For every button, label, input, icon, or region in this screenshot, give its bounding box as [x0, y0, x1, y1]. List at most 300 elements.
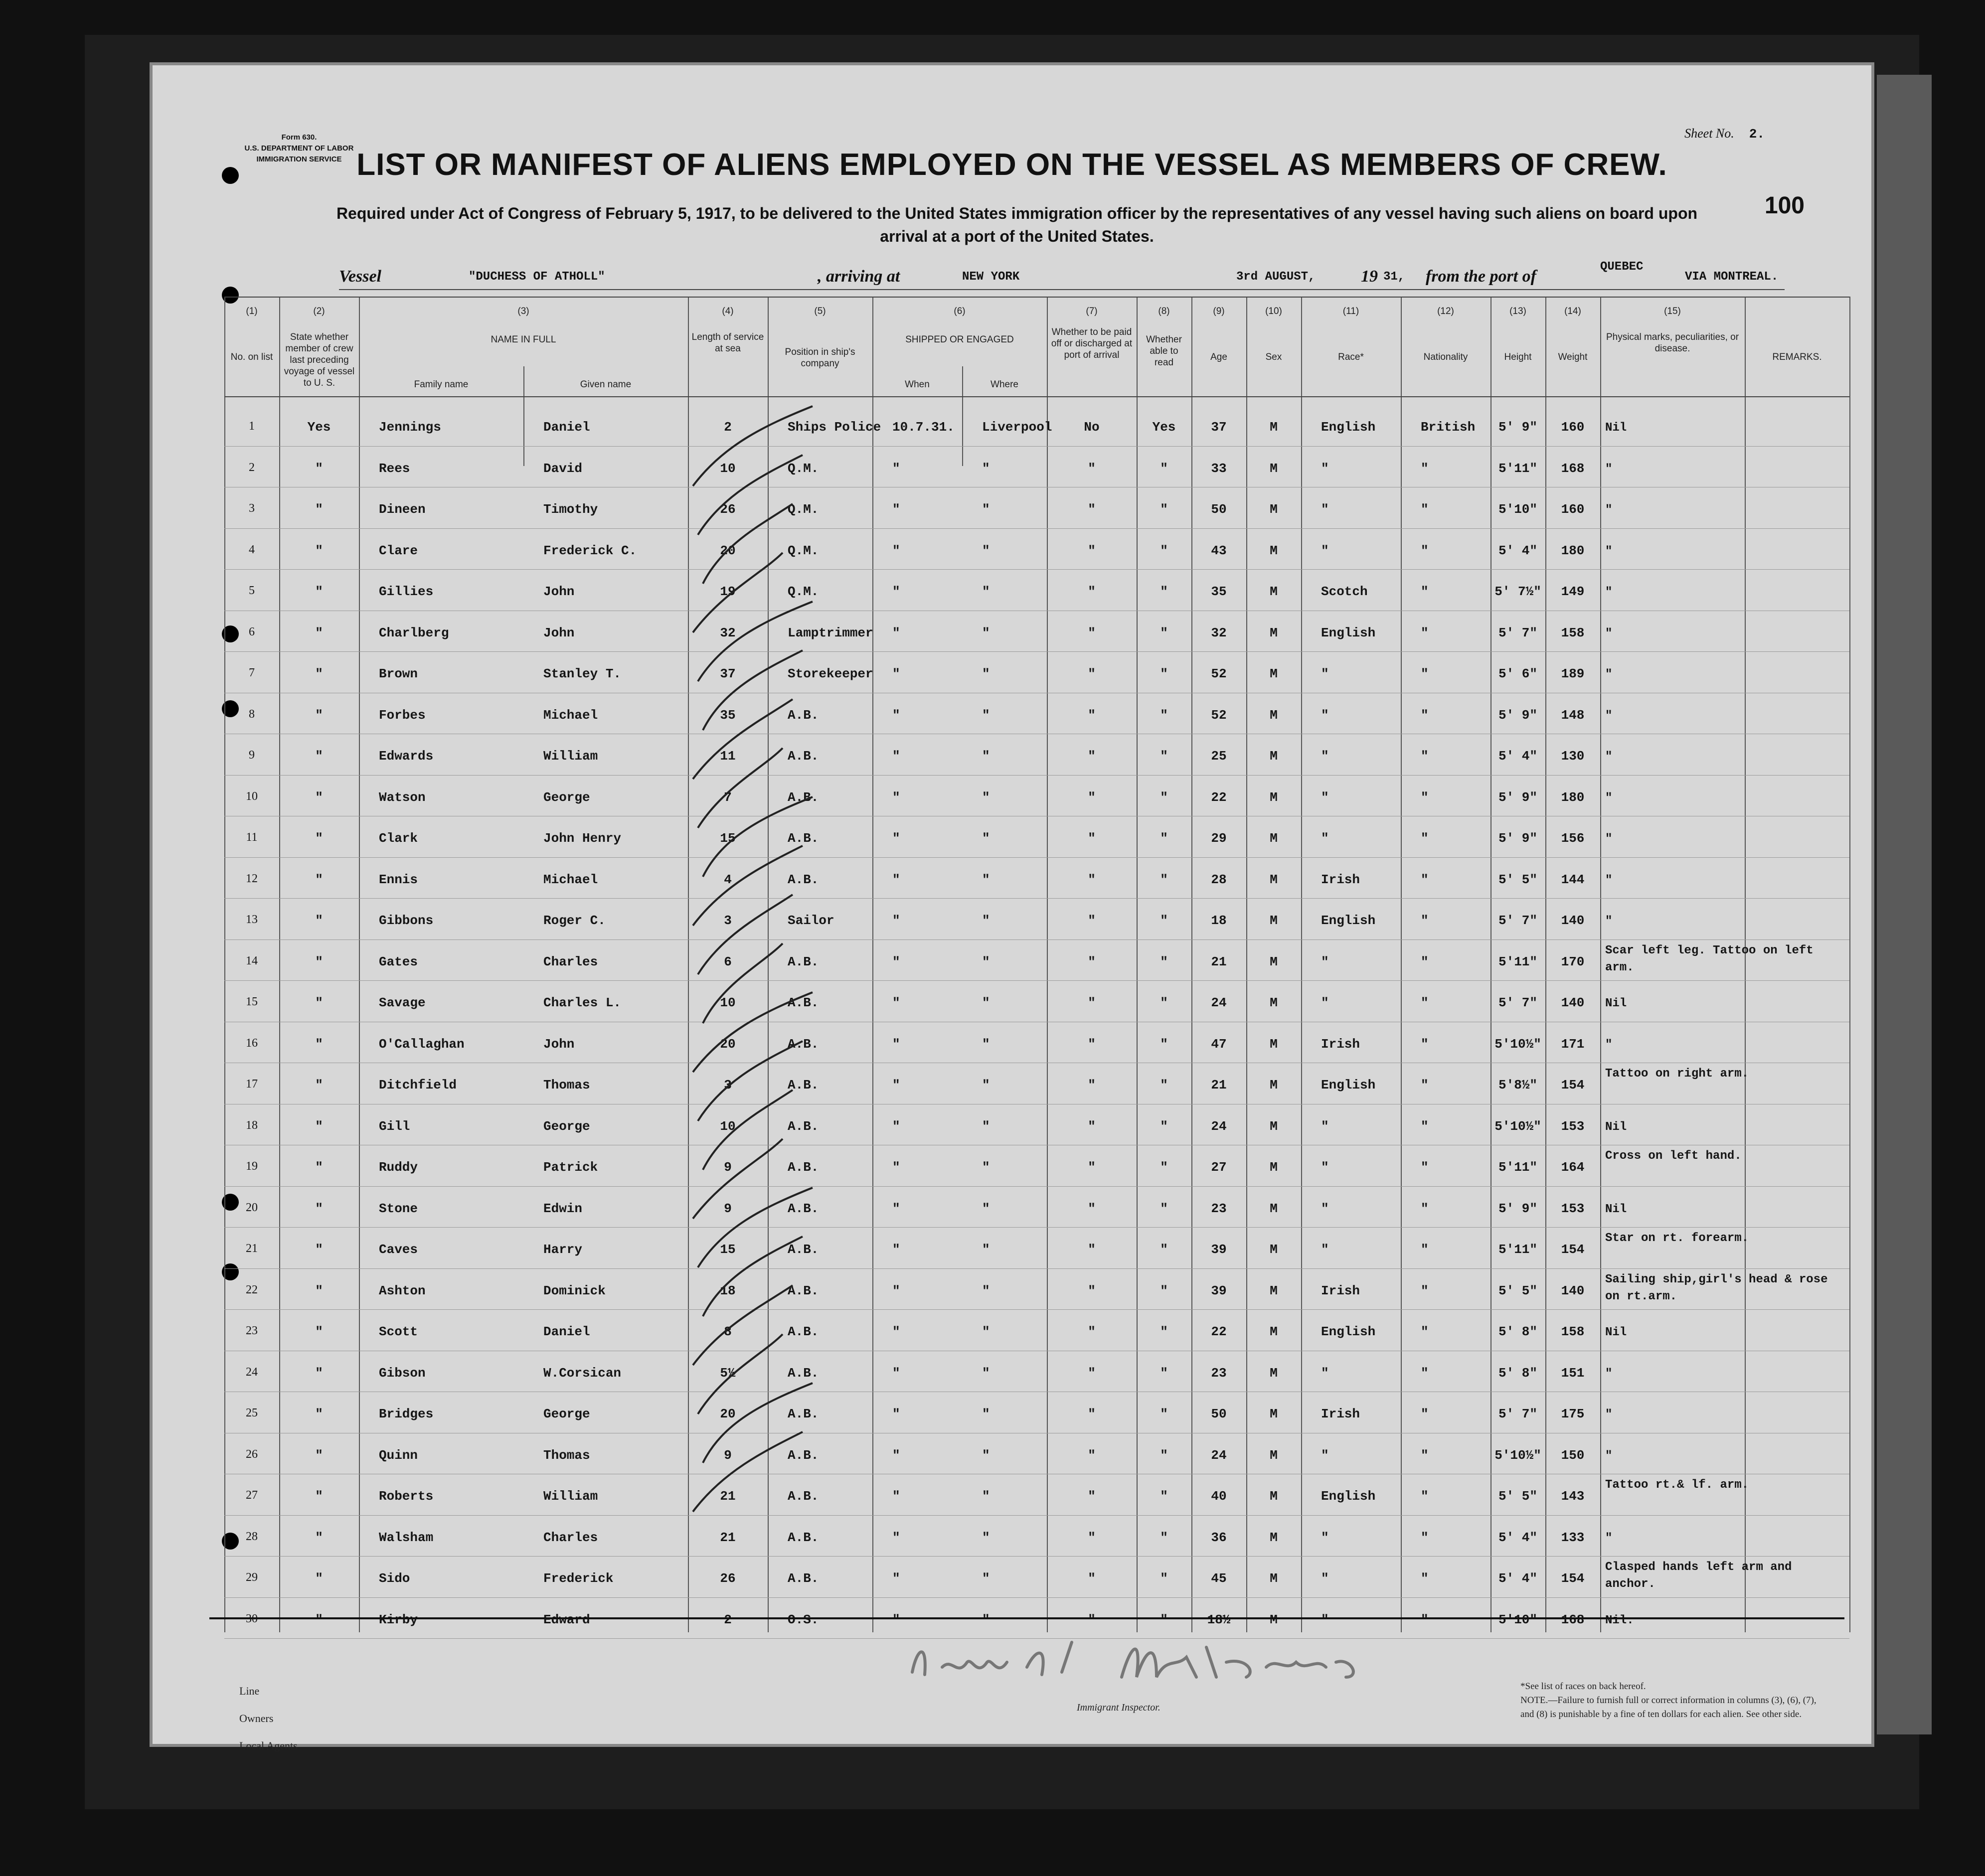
row-27-family: Roberts [379, 1489, 434, 1504]
row-9-sex: M [1270, 749, 1278, 764]
row-24-sex: M [1270, 1365, 1278, 1381]
row-21-read: " [1160, 1242, 1168, 1257]
row-8-weight: 148 [1561, 707, 1585, 723]
row-5-given: John [543, 584, 575, 599]
row-12-read: " [1160, 872, 1168, 887]
row-8-read: " [1160, 707, 1168, 723]
row-18-sex: M [1270, 1118, 1278, 1134]
table-header-rule [224, 297, 1849, 298]
row-28-height: 5' 4" [1498, 1530, 1537, 1545]
table-row-rule [224, 1186, 1849, 1187]
header-name-in-full: NAME IN FULL [491, 334, 556, 345]
pen-stroke [693, 846, 803, 926]
pen-stroke [703, 1237, 803, 1316]
row-11-sex: M [1270, 831, 1278, 846]
row-21-position: A.B. [788, 1242, 819, 1257]
row-20-age: 23 [1211, 1201, 1227, 1216]
row-19-marks: Cross on left hand. [1605, 1149, 1742, 1163]
department-name: U.S. DEPARTMENT OF LABOR [244, 144, 354, 153]
row-18-given: George [543, 1118, 590, 1134]
row-16-where: " [982, 1036, 990, 1052]
row-26-family: Quinn [379, 1447, 418, 1463]
row-7-paid: " [1088, 666, 1096, 681]
row-16-family: O'Callaghan [379, 1036, 465, 1052]
column-number: (3) [517, 306, 529, 316]
row-29-race: " [1321, 1571, 1329, 1586]
row-28-family: Walsham [379, 1530, 434, 1545]
row-29-no: 29 [246, 1571, 258, 1584]
row-25-nat: " [1421, 1407, 1429, 1421]
row-6-sex: M [1270, 625, 1278, 640]
row-28-position: A.B. [788, 1530, 819, 1545]
table-column-rule [1301, 297, 1302, 1632]
row-4-sex: M [1270, 543, 1278, 558]
row-28-marks: " [1605, 1531, 1613, 1545]
row-7-family: Brown [379, 666, 418, 681]
row-8-height: 5' 9" [1498, 707, 1537, 723]
row-26-position: A.B. [788, 1447, 819, 1463]
row-20-given: Edwin [543, 1201, 583, 1216]
row-25-where: " [982, 1407, 990, 1421]
row-18-family: Gill [379, 1118, 410, 1134]
column-number: (6) [954, 306, 966, 316]
row-6-read: " [1160, 625, 1168, 640]
row-29-when: " [892, 1571, 900, 1586]
row-29-read: " [1160, 1571, 1168, 1586]
row-7-marks: " [1605, 668, 1613, 681]
row-19-service: 9 [724, 1160, 732, 1175]
row-12-nat: " [1421, 872, 1429, 887]
row-5-paid: " [1088, 584, 1096, 599]
table-row-rule [224, 1597, 1849, 1598]
row-2-where: " [982, 461, 990, 476]
row-13-where: " [982, 913, 990, 928]
table-column-rule [1401, 297, 1402, 1632]
row-22-paid: " [1088, 1283, 1096, 1298]
row-9-paid: " [1088, 749, 1096, 764]
row-22-race: Irish [1321, 1283, 1360, 1298]
pen-stroke [703, 1090, 793, 1170]
row-24-marks: " [1605, 1367, 1613, 1381]
pen-stroke [693, 992, 813, 1072]
row-25-weight: 175 [1561, 1407, 1585, 1421]
row-20-paid: " [1088, 1201, 1096, 1216]
table-end-rule [209, 1617, 1844, 1619]
row-28-age: 36 [1211, 1530, 1227, 1545]
row-16-weight: 171 [1561, 1036, 1585, 1052]
row-27-race: English [1321, 1489, 1376, 1504]
row-15-paid: " [1088, 995, 1096, 1010]
row-22-prev: " [315, 1283, 323, 1298]
row-3-height: 5'10" [1498, 502, 1537, 517]
row-16-race: Irish [1321, 1036, 1360, 1052]
pen-stroke [693, 699, 793, 779]
row-29-prev: " [315, 1571, 323, 1586]
row-16-when: " [892, 1036, 900, 1052]
row-15-where: " [982, 995, 990, 1010]
row-1-weight: 160 [1561, 420, 1585, 435]
header-sex: Sex [1265, 352, 1282, 362]
row-2-when: " [892, 461, 900, 476]
table-row-rule [224, 898, 1849, 899]
row-18-service: 10 [720, 1118, 736, 1134]
row-30-race: " [1321, 1612, 1329, 1627]
row-26-height: 5'10½" [1494, 1447, 1541, 1463]
row-5-prev: " [315, 584, 323, 599]
row-19-when: " [892, 1160, 900, 1175]
row-23-where: " [982, 1324, 990, 1339]
row-13-no: 13 [246, 913, 258, 926]
pen-stroke [703, 650, 803, 730]
row-9-no: 9 [249, 749, 255, 762]
row-14-service: 6 [724, 954, 732, 969]
row-28-sex: M [1270, 1530, 1278, 1545]
column-number: (12) [1437, 306, 1454, 316]
sheet-number [1684, 126, 1765, 142]
departure-port: QUEBEC [1600, 260, 1644, 274]
row-30-nat: " [1421, 1612, 1429, 1627]
year-suffix: 31, [1383, 270, 1405, 284]
header-paid-off: Whether to be paid off or discharged at port of arrival [1051, 327, 1133, 360]
row-6-height: 5' 7" [1498, 625, 1537, 640]
row-25-height: 5' 7" [1498, 1407, 1537, 1421]
inspector-label: Immigrant Inspector. [1077, 1702, 1160, 1713]
owners-label: Owners [239, 1712, 274, 1724]
row-22-sex: M [1270, 1283, 1278, 1298]
column-number: (8) [1158, 306, 1170, 316]
row-4-where: " [982, 543, 990, 558]
header-position: Position in ship's company [785, 347, 855, 369]
row-19-sex: M [1270, 1160, 1278, 1175]
row-15-given: Charles L. [543, 995, 622, 1010]
row-30-read: " [1160, 1612, 1168, 1627]
row-19-prev: " [315, 1160, 323, 1175]
row-5-position: Q.M. [788, 584, 819, 599]
column-number: (14) [1564, 306, 1581, 316]
row-30-paid: " [1088, 1612, 1096, 1627]
row-18-height: 5'10½" [1494, 1118, 1541, 1134]
row-7-race: " [1321, 666, 1329, 681]
row-5-nat: " [1421, 584, 1429, 599]
row-21-paid: " [1088, 1242, 1096, 1257]
row-21-prev: " [315, 1242, 323, 1257]
row-1-when: 10.7.31. [892, 420, 955, 435]
row-20-height: 5' 9" [1498, 1201, 1537, 1216]
row-19-given: Patrick [543, 1160, 598, 1175]
row-13-service: 3 [724, 913, 732, 928]
row-14-race: " [1321, 954, 1329, 969]
row-17-prev: " [315, 1078, 323, 1093]
row-21-service: 15 [720, 1242, 736, 1257]
row-21-marks: Star on rt. forearm. [1605, 1232, 1749, 1245]
header-length-of-service: Length of service at sea [691, 332, 764, 354]
row-23-read: " [1160, 1324, 1168, 1339]
row-27-service: 21 [720, 1489, 736, 1504]
row-26-no: 26 [246, 1447, 258, 1461]
row-5-height: 5' 7½" [1494, 584, 1541, 599]
row-30-marks: Nil. [1605, 1613, 1634, 1627]
row-13-paid: " [1088, 913, 1096, 928]
row-7-when: " [892, 666, 900, 681]
row-19-where: " [982, 1160, 990, 1175]
row-23-weight: 158 [1561, 1324, 1585, 1339]
row-14-paid: " [1088, 954, 1096, 969]
row-23-age: 22 [1211, 1324, 1227, 1339]
row-18-where: " [982, 1118, 990, 1134]
row-26-age: 24 [1211, 1447, 1227, 1463]
row-19-paid: " [1088, 1160, 1096, 1175]
row-3-sex: M [1270, 502, 1278, 517]
row-4-weight: 180 [1561, 543, 1585, 558]
header-able-to-read: Whether able to read [1146, 334, 1182, 368]
year-prefix: 19 [1361, 267, 1378, 286]
row-2-position: Q.M. [788, 461, 819, 476]
row-22-family: Ashton [379, 1283, 426, 1298]
row-9-position: A.B. [788, 749, 819, 764]
row-7-given: Stanley T. [543, 666, 622, 681]
row-17-marks: Tattoo on right arm. [1605, 1067, 1749, 1081]
row-10-nat: " [1421, 789, 1429, 805]
row-20-service: 9 [724, 1201, 732, 1216]
row-25-read: " [1160, 1407, 1168, 1421]
row-26-sex: M [1270, 1447, 1278, 1463]
row-4-race: " [1321, 543, 1329, 558]
row-1-paid: No [1084, 420, 1100, 435]
row-21-when: " [892, 1242, 900, 1257]
table-column-rule [359, 297, 360, 1632]
row-19-no: 19 [246, 1160, 258, 1173]
row-11-no: 11 [246, 831, 258, 844]
row-12-given: Michael [543, 872, 598, 887]
row-2-weight: 168 [1561, 461, 1585, 476]
row-27-paid: " [1088, 1489, 1096, 1504]
row-30-service: 2 [724, 1612, 732, 1627]
row-4-marks: " [1605, 544, 1613, 558]
row-4-prev: " [315, 543, 323, 558]
row-9-height: 5' 4" [1498, 749, 1537, 764]
row-8-no: 8 [249, 707, 255, 721]
row-8-when: " [892, 707, 900, 723]
inspector-signature [897, 1627, 1595, 1697]
row-3-given: Timothy [543, 502, 598, 517]
row-23-nat: " [1421, 1324, 1429, 1339]
row-9-given: William [543, 749, 598, 764]
row-9-marks: " [1605, 750, 1613, 764]
row-1-service: 2 [724, 420, 732, 435]
row-22-when: " [892, 1283, 900, 1298]
row-9-age: 25 [1211, 749, 1227, 764]
row-27-no: 27 [246, 1489, 258, 1502]
row-8-position: A.B. [788, 707, 819, 723]
row-4-family: Clare [379, 543, 418, 558]
row-19-age: 27 [1211, 1160, 1227, 1175]
row-24-family: Gibson [379, 1365, 426, 1381]
row-8-nat: " [1421, 707, 1429, 723]
row-1-height: 5' 9" [1498, 420, 1537, 435]
row-6-when: " [892, 625, 900, 640]
row-25-when: " [892, 1407, 900, 1421]
row-28-no: 28 [246, 1530, 258, 1543]
row-2-age: 33 [1211, 461, 1227, 476]
row-5-where: " [982, 584, 990, 599]
row-15-service: 10 [720, 995, 736, 1010]
row-4-height: 5' 4" [1498, 543, 1537, 558]
pen-stroke [698, 602, 813, 681]
row-1-marks: Nil [1605, 421, 1627, 435]
header-no-on-list: No. on list [230, 352, 273, 362]
row-3-race: " [1321, 502, 1329, 517]
row-23-prev: " [315, 1324, 323, 1339]
row-27-position: A.B. [788, 1489, 819, 1504]
row-10-weight: 180 [1561, 789, 1585, 805]
row-24-weight: 151 [1561, 1365, 1585, 1381]
header-where: Where [991, 379, 1018, 390]
row-1-age: 37 [1211, 420, 1227, 435]
row-28-where: " [982, 1530, 990, 1545]
row-30-family: Kirby [379, 1612, 418, 1627]
row-24-height: 5' 8" [1498, 1365, 1537, 1381]
pen-stroke [703, 504, 793, 584]
row-25-paid: " [1088, 1407, 1096, 1421]
row-18-nat: " [1421, 1118, 1429, 1134]
row-29-given: Frederick [543, 1571, 614, 1586]
row-16-position: A.B. [788, 1036, 819, 1052]
header-shipped-or-engaged: SHIPPED OR ENGAGED [905, 334, 1014, 345]
row-9-nat: " [1421, 749, 1429, 764]
row-30-prev: " [315, 1612, 323, 1627]
column-number: (7) [1086, 306, 1098, 316]
row-15-sex: M [1270, 995, 1278, 1010]
table-column-rule [1600, 297, 1601, 1632]
row-3-no: 3 [249, 502, 255, 515]
row-8-sex: M [1270, 707, 1278, 723]
row-6-service: 32 [720, 625, 736, 640]
row-20-read: " [1160, 1201, 1168, 1216]
row-5-service: 19 [720, 584, 736, 599]
row-20-where: " [982, 1201, 990, 1216]
row-26-given: Thomas [543, 1447, 590, 1463]
row-27-sex: M [1270, 1489, 1278, 1504]
row-17-given: Thomas [543, 1078, 590, 1093]
row-5-marks: " [1605, 586, 1613, 599]
vessel-label: Vessel [339, 267, 381, 286]
row-10-read: " [1160, 789, 1168, 805]
row-17-age: 21 [1211, 1078, 1227, 1093]
row-21-family: Caves [379, 1242, 418, 1257]
row-1-read: Yes [1152, 420, 1176, 435]
row-12-marks: " [1605, 873, 1613, 887]
row-28-when: " [892, 1530, 900, 1545]
sheet-number-value: 2. [1749, 127, 1765, 142]
row-11-when: " [892, 831, 900, 846]
row-3-prev: " [315, 502, 323, 517]
row-14-nat: " [1421, 954, 1429, 969]
form-number: Form 630. [281, 133, 317, 142]
row-22-marks: Sailing ship,girl's head & rose on rt.arm. [1605, 1272, 1828, 1303]
row-5-when: " [892, 584, 900, 599]
row-28-service: 21 [720, 1530, 736, 1545]
row-10-where: " [982, 789, 990, 805]
row-3-nat: " [1421, 502, 1429, 517]
row-23-given: Daniel [543, 1324, 590, 1339]
row-11-service: 15 [720, 831, 736, 846]
row-3-read: " [1160, 502, 1168, 517]
row-2-race: " [1321, 461, 1329, 476]
pen-stroke [693, 406, 813, 486]
row-6-no: 6 [249, 625, 255, 638]
table-row-rule [224, 651, 1849, 652]
row-3-where: " [982, 502, 990, 517]
row-20-prev: " [315, 1201, 323, 1216]
row-6-race: English [1321, 625, 1376, 640]
row-27-weight: 143 [1561, 1489, 1585, 1504]
row-17-no: 17 [246, 1078, 258, 1091]
table-row-rule [224, 980, 1849, 981]
row-20-nat: " [1421, 1201, 1429, 1216]
row-22-no: 22 [246, 1283, 258, 1296]
penalty-note: NOTE.—Failure to furnish full or correct information in columns (3), (6), (7), and (8) is punishable by a fine of ten dollars for each alien. See other side. [1520, 1695, 1817, 1720]
row-12-height: 5' 5" [1498, 872, 1537, 887]
row-2-no: 2 [249, 461, 255, 474]
row-13-age: 18 [1211, 913, 1227, 928]
row-7-position: Storekeeper [788, 666, 873, 681]
row-10-marks: " [1605, 791, 1613, 805]
row-14-read: " [1160, 954, 1168, 969]
table-row-rule [224, 1556, 1849, 1557]
row-10-no: 10 [246, 789, 258, 803]
row-2-nat: " [1421, 461, 1429, 476]
row-3-marks: " [1605, 503, 1613, 517]
pen-stroke [693, 1432, 803, 1512]
row-14-weight: 170 [1561, 954, 1585, 969]
row-23-paid: " [1088, 1324, 1096, 1339]
row-7-service: 37 [720, 666, 736, 681]
row-23-service: 8 [724, 1324, 732, 1339]
column-number: (4) [722, 306, 734, 316]
row-13-height: 5' 7" [1498, 913, 1537, 928]
vessel-name: "DUCHESS OF ATHOLL" [469, 270, 605, 284]
stamped-page-number: 100 [1764, 192, 1805, 219]
row-14-given: Charles [543, 954, 598, 969]
column-number: (11) [1342, 306, 1359, 316]
table-row-rule [224, 1227, 1849, 1228]
row-18-prev: " [315, 1118, 323, 1134]
row-28-prev: " [315, 1530, 323, 1545]
row-15-height: 5' 7" [1498, 995, 1537, 1010]
row-6-given: John [543, 625, 575, 640]
row-4-paid: " [1088, 543, 1096, 558]
row-9-family: Edwards [379, 749, 434, 764]
row-1-family: Jennings [379, 420, 441, 435]
pen-stroke [703, 797, 813, 877]
row-1-nat: British [1421, 420, 1476, 435]
table-row-rule [224, 446, 1849, 447]
row-12-weight: 144 [1561, 872, 1585, 887]
row-14-family: Gates [379, 954, 418, 969]
row-4-nat: " [1421, 543, 1429, 558]
row-3-age: 50 [1211, 502, 1227, 517]
crew-table [150, 297, 1874, 1632]
row-2-marks: " [1605, 462, 1613, 476]
row-19-weight: 164 [1561, 1160, 1585, 1175]
row-29-weight: 154 [1561, 1571, 1585, 1586]
row-9-when: " [892, 749, 900, 764]
row-6-marks: " [1605, 626, 1613, 640]
row-27-given: William [543, 1489, 598, 1504]
row-12-when: " [892, 872, 900, 887]
row-30-position: O.S. [788, 1612, 819, 1627]
row-1-where: Liverpool [982, 420, 1052, 435]
